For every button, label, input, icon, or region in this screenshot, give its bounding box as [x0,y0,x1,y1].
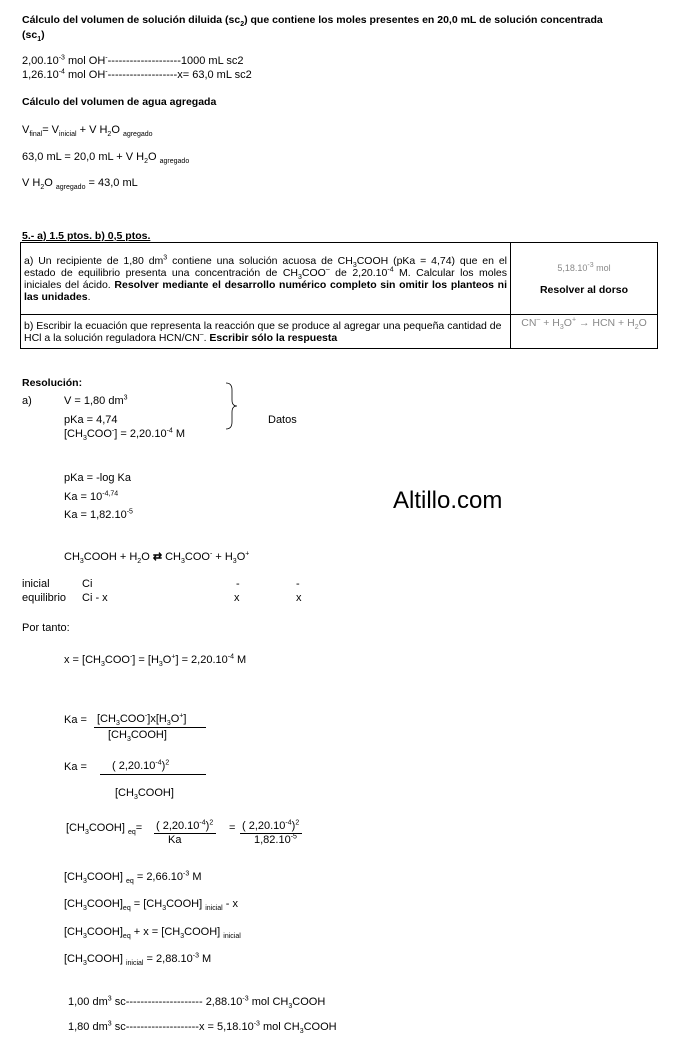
ceq-denominator-2: $1,82.10^{-5}$ [254,833,297,846]
ka-numerator-2: ( $2,20.10^{-4})^2$ [112,759,170,772]
fraction-bar [154,833,216,834]
fraction-bar [94,727,206,728]
ceq-label: $[CH_3COOH]$ $_{eq}$= [66,822,143,837]
part-a-label: a) [22,395,32,407]
row-label-equilibrio: equilibrio [22,592,67,604]
x-equation: $x = [CH_3COO^-] = [H_3O^+] = 2,20.10^{-4}$ M [64,653,247,669]
result-cinicial: $[CH_3COOH] _{inicial} = 2,88.10^{-3}$ M [64,952,212,968]
row-label-inicial: inicial [22,578,50,590]
question-heading: 5.- a) 1.5 ptos. b) 0,5 ptos. [22,230,151,242]
ceq-numerator-1: ( $2,20.10^{-4})^2$ [156,819,214,832]
moles-proportion-1: 1,00 $dm^3$ sc--------------------- $2,88.10^{-3}$ mol $CH_3COOH$ [68,995,326,1011]
question-row-b [21,315,658,349]
equilibrium-ci-x: Ci - x [82,592,108,604]
initial-dash-2: - [296,578,300,590]
proportion-line-1: $2,00.10^{-3}$ mol OH---------------------1000 mL sc2 [22,54,244,67]
data-concentration: $[CH_3COO^-] = 2,20.10^{-4}$ M [64,427,186,443]
initial-dash-1: - [236,578,240,590]
question-b-text: b) Escribir la ecuación que representa la reacción que se produce al agregar una pequeña cantidad de HCl a la solución reguladora HCN/CN–. Escribir sólo la respuesta [21,315,511,349]
question-b-answer: $CN^- + H_3O^+$ → HCN + $H_2O$ [511,315,658,349]
volume-equation-2: 63,0 mL = 20,0 mL + V $H_2O$ $_{agregado}$ [22,151,190,166]
therefore-label: Por tanto: [22,622,70,634]
ka-denominator-1: $[CH_3COOH]$ [108,729,167,744]
section-title-dilute-volume-line2: $(sc_1)$ [22,29,45,44]
question-row-a [21,243,658,315]
equilibrium-x-1: x [234,592,240,604]
ka-value: $Ka = 1,82.10^{-5}$ [64,508,133,521]
resolution-title: Resolución: [22,377,83,389]
pka-definition: pKa = -log Ka [64,472,131,484]
ceq-numerator-2: ( $2,20.10^{-4})^2$ [242,819,300,832]
proportion-line-2: $1,26.10^{-4}$ mol OH--------------------x= 63,0 mL sc2 [22,68,252,81]
fraction-bar [100,774,206,775]
ka-denominator-2: $[CH_3COOH]$ [115,787,174,802]
ka-label-2: Ka = [64,761,87,773]
ceq-equals: = [229,822,236,834]
volume-equation-3: V $H_2O$ $_{agregado}$ = 43,0 mL [22,177,138,192]
equilibrium-equation: $CH_3COOH + H_2O$ ⇄ $CH_3COO^- + H_3O^+$ [64,550,250,566]
initial-ci: Ci [82,578,93,590]
question-a-answer: $5,18.10^{-3}$ mol Resolver al dorso [511,243,658,315]
equilibrium-arrow-icon: ⇄ [152,551,163,563]
ceq-denominator-1: Ka [168,834,182,846]
moles-proportion-2: 1,80 $dm^3$ $sc--------------------x = 5,18.10^{-3}$ mol $CH_3COOH$ [68,1020,337,1036]
equilibrium-x-2: x [296,592,302,604]
data-volume: V = 1,80 $dm^3$ [64,394,128,407]
data-label: Datos [268,414,297,426]
result-ceq: $[CH_3COOH] _{eq} = 2,66.10^{-3}$ M [64,870,202,886]
ka-numerator-1: $[CH_3COO^-]x[H_3O^+]$ [97,712,187,728]
ka-exponent: $Ka = 10^{-4,74}$ [64,490,119,503]
result-relation-1: $[CH_3COOH]_{eq}$ = $[CH_3COOH]$ $_{inicial}$ - x [64,898,239,913]
ka-label-1: Ka = [64,714,87,726]
section-title-dilute-volume: Cálculo del volumen de solución diluida $(sc_2)$ que contiene los moles presentes en 20,0 mL de solución concentrada [22,14,603,29]
brace-icon [224,382,238,430]
question-a-text: a) Un recipiente de 1,80 $dm^3$ contiene una solución acuosa de $CH_3COOH$ (pKa = 4,74) que en el estado de equilibrio presenta una concentración de $CH_3COO^-$ de $2,20.10^{-4}$ M. Calcular los moles iniciales del ácido. Resolver mediante el desarrollo numérico completo sin omitir los planteos ni las unidades. [21,243,511,315]
question-table [20,242,658,349]
result-relation-2: $[CH_3COOH]_{eq} + x$ = $[CH_3COOH]$ $_{inicial}$ [64,926,241,941]
section-title-water-volume: Cálculo del volumen de agua agregada [22,96,217,108]
watermark-logo: Altillo.com [393,487,503,514]
data-pka: pKa = 4,74 [64,414,118,426]
volume-equation-1: $V_{final}= V_{inicial} + V$ $H_2O$ $_{agregado}$ [22,124,153,139]
